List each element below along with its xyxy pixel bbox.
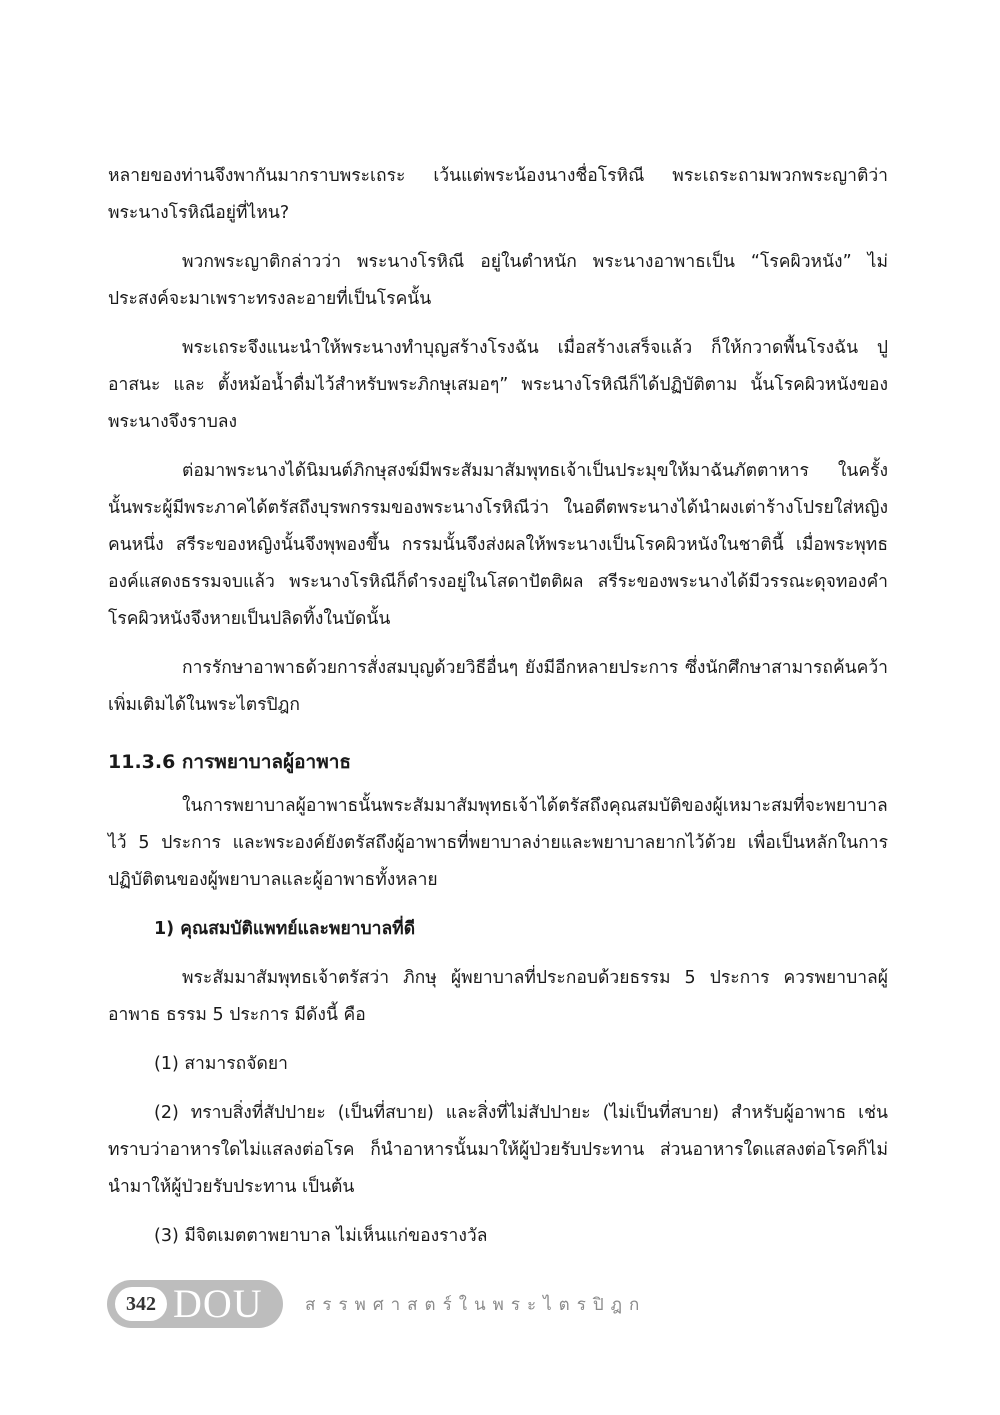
paragraph-continuation: หลายของท่านจึงพากันมากราบพระเถระ เว้นแต่พระน้องนางชื่อโรหิณี พระเถระถามพวกพระญาติว่า พระนางโรหิณีอยู่ที่ไหน? xyxy=(108,166,888,223)
page-footer xyxy=(107,1280,646,1328)
paragraph-relatives-reply: พวกพระญาติกล่าวว่า พระนางโรหิณี อยู่ในตำหนัก พระนางอาพาธเป็น “โรคผิวหนัง” ไม่ประสงค์จะมาเพราะทรงละอายที่เป็นโรคนั้น xyxy=(108,252,888,309)
paragraph-past-karma: ต่อมาพระนางได้นิมนต์ภิกษุสงฆ์มีพระสัมมาสัมพุทธเจ้าเป็นประมุขให้มาฉันภัตตาหาร ในครั้งนั้นพระผู้มีพระภาคได้ตรัสถึงบุรพกรรมของพระนางโรหิณีว่า ในอดีตพระนางได้นำผงเต่าร้างโปรยใส่หญิงคนหนึ่ง สรีระของหญิงนั้นจึงพุพองขึ้น กรรมนั้นจึงส่งผลให้พระนางเป็นโรคผิวหนังในชาตินี้ เมื่อพระพุทธองค์แสดงธรรมจบแล้ว พระนางโรหิณีก็ดำรงอยู่ในโสดาปัตติผล สรีระของพระนางได้มีวรรณะดุจทองคำ โรคผิวหนังจึงหายเป็นปลิดทิ้งในบัดนั้น xyxy=(108,461,888,629)
sub-heading: 1) คุณสมบัติแพทย์และพยาบาลที่ดี xyxy=(154,919,416,939)
page-body xyxy=(108,158,888,1267)
list-item: (1) สามารถจัดยา xyxy=(154,1054,288,1074)
list-item: (2) ทราบสิ่งที่สัปปายะ (เป็นที่สบาย) และสิ่งที่ไม่สัปปายะ (ไม่เป็นที่สบาย) สำหรับผู้อาพาธ เช่น ทราบว่าอาหารใดไม่แสลงต่อโรค ก็นำอาหารนั้นมาให้ผู้ป่วยรับประทาน ส่วนอาหารใดแสลงต่อโรคก็ไม่นำมาให้ผู้ป่วยรับประทาน เป็นต้น xyxy=(108,1103,888,1197)
section-intro: ในการพยาบาลผู้อาพาธนั้นพระสัมมาสัมพุทธเจ้าได้ตรัสถึงคุณสมบัติของผู้เหมาะสมที่จะพยาบาลไว้ 5 ประการ และพระองค์ยังตรัสถึงผู้อาพาธที่พยาบาลง่ายและพยาบาลยากไว้ด้วย เพื่อเป็นหลักในการปฏิบัติตนของผู้พยาบาลและผู้อาพาธทั้งหลาย xyxy=(108,796,888,890)
page-number: 342 xyxy=(115,1287,167,1321)
section-heading: 11.3.6 การพยาบาลผู้อาพาธ xyxy=(108,751,352,773)
paragraph-build-dining-hall: พระเถระจึงแนะนำให้พระนางทำบุญสร้างโรงฉัน เมื่อสร้างเสร็จแล้ว ก็ให้กวาดพื้นโรงฉัน ปูอาสนะ และ ตั้งหม้อน้ำดื่มไว้สำหรับพระภิกษุเสมอๆ” พระนางโรหิณีก็ได้ปฏิบัติตาม นั้นโรคผิวหนังของพระนางจึงราบลง xyxy=(108,338,888,432)
dou-logo: DOU xyxy=(173,1281,263,1326)
book-title: สรรพศาสตร์ในพระไตรปิฎก xyxy=(305,1294,647,1315)
paragraph-other-methods: การรักษาอาพาธด้วยการสั่งสมบุญด้วยวิธีอื่นๆ ยังมีอีกหลายประการ ซึ่งนักศึกษาสามารถค้นคว้าเพิ่มเติมได้ในพระไตรปิฎก xyxy=(108,658,888,715)
sub-intro: พระสัมมาสัมพุทธเจ้าตรัสว่า ภิกษุ ผู้พยาบาลที่ประกอบด้วยธรรม 5 ประการ ควรพยาบาลผู้อาพาธ ธรรม 5 ประการ มีดังนี้ คือ xyxy=(108,968,888,1025)
footer-badge xyxy=(107,1280,283,1328)
list-item: (3) มีจิตเมตตาพยาบาล ไม่เห็นแก่ของรางวัล xyxy=(154,1226,488,1246)
